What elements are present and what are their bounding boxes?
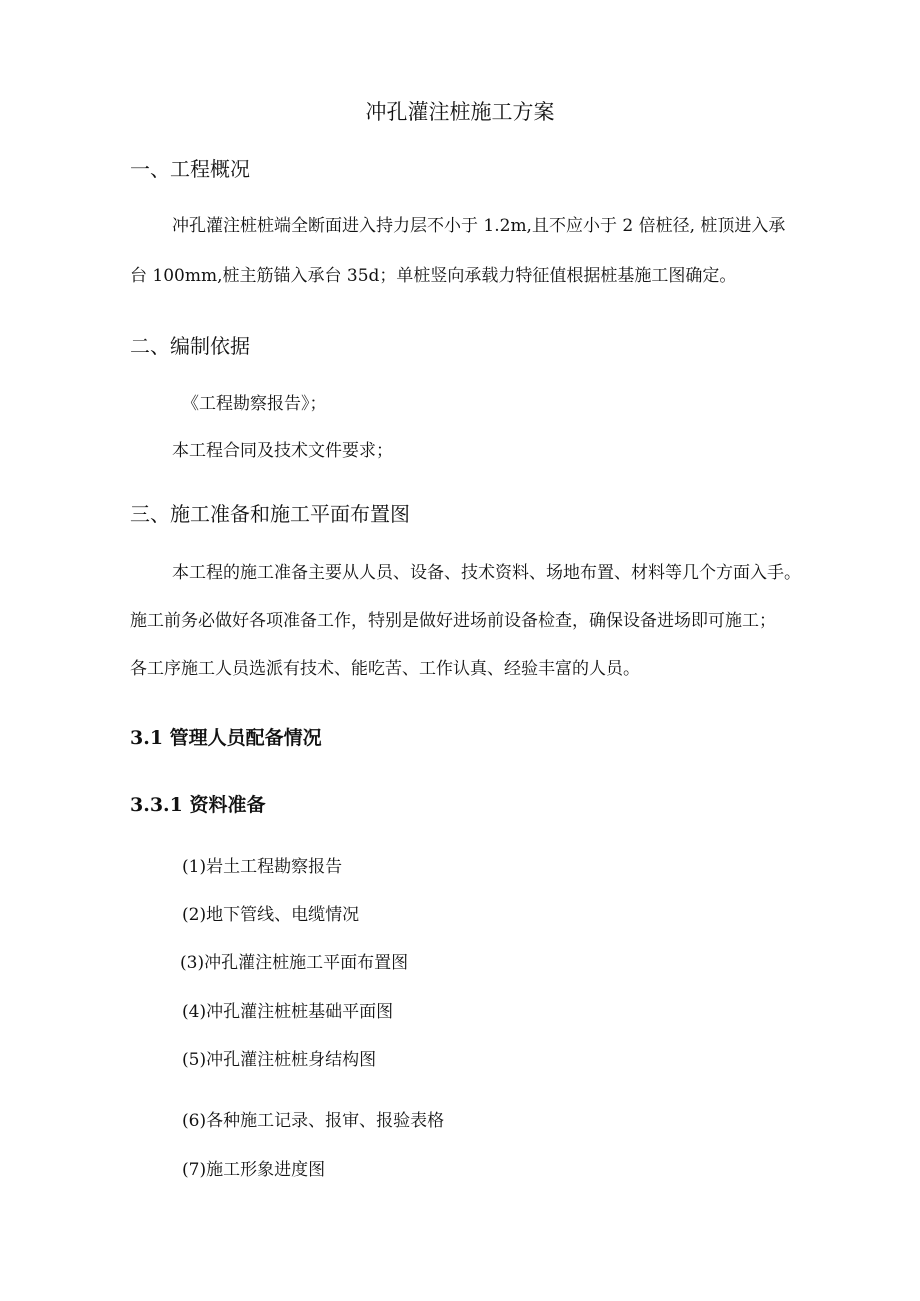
document-title: 冲孔灌注桩施工方案	[365, 100, 555, 124]
section-heading-basis: 二、编制依据	[130, 334, 250, 358]
overview-line-2: 台 100mm,桩主筋锚入承台 35d；单桩竖向承载力特征值根据桩基施工图确定。	[130, 266, 737, 286]
subsection-heading-staffing: 3.1 管理人员配备情况	[130, 727, 322, 749]
document-list-item-3: (3)冲孔灌注桩施工平面布置图	[180, 953, 409, 973]
document-list-item-4: (4)冲孔灌注桩桩基础平面图	[182, 1002, 394, 1022]
section-heading-overview: 一、工程概况	[130, 157, 250, 181]
preparation-line-1: 本工程的施工准备主要从人员、设备、技术资料、场地布置、材料等几个方面入手。	[172, 563, 801, 583]
basis-item-2: 本工程合同及技术文件要求；	[172, 441, 393, 461]
preparation-line-2: 施工前务必做好各项准备工作，特别是做好进场前设备检查，确保设备进场即可施工；	[130, 611, 776, 631]
document-list-item-2: (2)地下管线、电缆情况	[182, 905, 360, 925]
basis-item-1: 《工程勘察报告》；	[182, 394, 327, 414]
overview-line-1: 冲孔灌注桩桩端全断面进入持力层不小于 1.2m,且不应小于 2 倍桩径, 桩顶进入承	[172, 216, 786, 236]
section-heading-preparation: 三、施工准备和施工平面布置图	[130, 502, 410, 526]
document-list-item-7: (7)施工形象进度图	[182, 1160, 326, 1180]
document-list-item-5: (5)冲孔灌注桩桩身结构图	[182, 1050, 377, 1070]
document-list-item-1: (1)岩土工程勘察报告	[182, 857, 343, 877]
subsection-heading-documents: 3.3.1 资料准备	[130, 794, 266, 816]
preparation-line-3: 各工序施工人员选派有技术、能吃苦、工作认真、经验丰富的人员。	[130, 659, 640, 679]
document-list-item-6: (6)各种施工记录、报审、报验表格	[182, 1111, 445, 1131]
